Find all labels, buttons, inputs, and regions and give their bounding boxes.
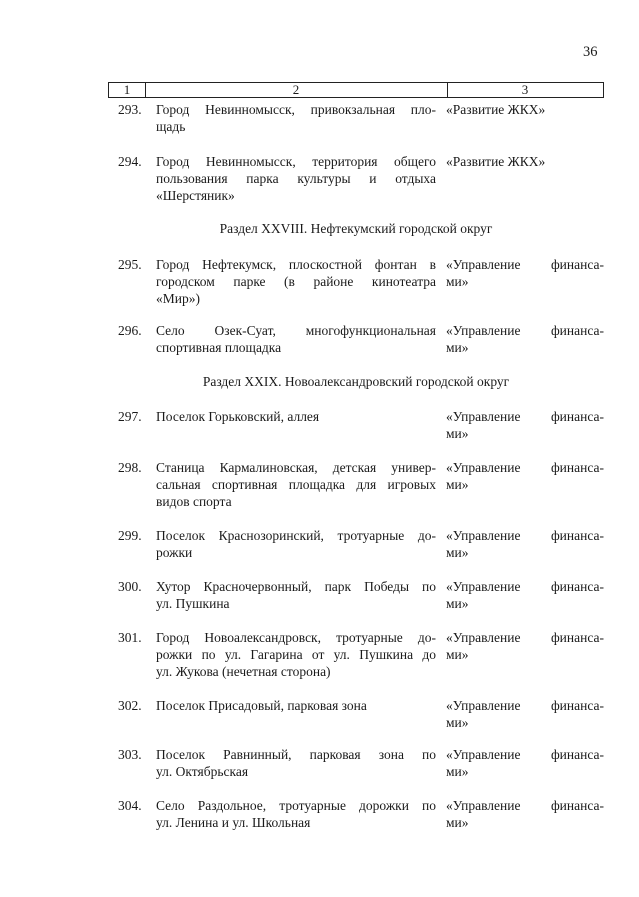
description-line: сальная спортивная площадка для игровых: [156, 477, 436, 492]
table-header-row: [108, 82, 604, 98]
row-number: 302.: [118, 698, 142, 713]
row-program: [446, 101, 604, 118]
program-line: «Управление финанса-: [446, 257, 604, 272]
row-program: [446, 256, 604, 290]
program-line: «Управление финанса-: [446, 323, 604, 338]
description-line: ул. Октябрьская: [156, 764, 249, 779]
description-line: Город Невинномысск, территория общего: [156, 154, 436, 169]
description-line: видов спорта: [156, 494, 232, 509]
program-line: «Управление финанса-: [446, 579, 604, 594]
section-title: Раздел XXIX. Новоалександровский городской округ: [202, 374, 510, 389]
description-line: ул. Ленина и ул. Школьная: [156, 815, 311, 830]
row-program: [446, 527, 604, 561]
program-line: «Развитие ЖКХ»: [446, 102, 546, 117]
description-line: Город Невинномысск, привокзальная пло-: [156, 102, 436, 117]
row-program: [446, 629, 604, 663]
description-line: пользования парка культуры и отдыха: [156, 171, 436, 186]
program-line: ми»: [446, 715, 469, 730]
program-line: ми»: [446, 545, 469, 560]
row-number: 295.: [118, 257, 142, 272]
description-line: «Мир»): [156, 291, 200, 306]
row-program: [446, 797, 604, 831]
row-description: [156, 101, 436, 135]
row-description: [156, 322, 436, 356]
row-description: [156, 746, 436, 780]
description-line: рожки: [156, 545, 193, 560]
row-program: [446, 578, 604, 612]
description-line: Город Нефтекумск, плоскостной фонтан в: [156, 257, 436, 272]
description-line: городском парке (в районе кинотеатра: [156, 274, 436, 289]
description-line: Село Раздольное, тротуарные дорожки по: [156, 798, 436, 813]
row-number: 297.: [118, 409, 142, 424]
row-description: [156, 153, 436, 204]
description-line: ул. Жукова (нечетная сторона): [156, 664, 331, 679]
program-line: «Управление финанса-: [446, 409, 604, 424]
program-line: «Развитие ЖКХ»: [446, 154, 546, 169]
row-number: 299.: [118, 528, 142, 543]
row-description: [156, 578, 436, 612]
description-line: Поселок Присадовый, парковая зона: [156, 698, 367, 713]
program-line: «Управление финанса-: [446, 528, 604, 543]
program-line: «Управление финанса-: [446, 798, 604, 813]
program-line: ми»: [446, 647, 469, 662]
description-line: Поселок Равнинный, парковая зона по: [156, 747, 436, 762]
description-line: «Шерстяник»: [156, 188, 235, 203]
column-header-2: 2: [145, 83, 448, 97]
row-description: [156, 527, 436, 561]
program-line: «Управление финанса-: [446, 698, 604, 713]
description-line: Поселок Горьковский, аллея: [156, 409, 320, 424]
program-line: «Управление финанса-: [446, 460, 604, 475]
program-line: ми»: [446, 274, 469, 289]
row-number: 301.: [118, 630, 142, 645]
row-description: [156, 629, 436, 680]
row-number: 298.: [118, 460, 142, 475]
program-line: ми»: [446, 764, 469, 779]
description-line: рожки по ул. Гагарина от ул. Пушкина до: [156, 647, 436, 662]
description-line: Хутор Красночервонный, парк Победы по: [156, 579, 436, 594]
page-number: 36: [583, 44, 598, 60]
row-description: [156, 459, 436, 510]
description-line: Село Озек-Суат, многофункциональная: [156, 323, 436, 338]
row-number: 300.: [118, 579, 142, 594]
column-header-3: 3: [521, 82, 529, 97]
description-line: Город Новоалександровск, тротуарные до-: [156, 630, 436, 645]
row-number: 294.: [118, 154, 142, 169]
description-line: щадь: [156, 119, 186, 134]
program-line: ми»: [446, 815, 469, 830]
program-line: ми»: [446, 477, 469, 492]
description-line: спортивная площадка: [156, 340, 282, 355]
program-line: «Управление финанса-: [446, 747, 604, 762]
row-description: [156, 697, 436, 714]
program-line: ми»: [446, 340, 469, 355]
row-number: 304.: [118, 798, 142, 813]
description-line: Станица Кармалиновская, детская универ-: [156, 460, 436, 475]
row-program: [446, 697, 604, 731]
section-title: Раздел XXVIII. Нефтекумский городской округ: [219, 221, 493, 236]
row-program: [446, 408, 604, 442]
row-program: [446, 746, 604, 780]
program-line: ми»: [446, 426, 469, 441]
row-number: 293.: [118, 102, 142, 117]
description-line: Поселок Краснозоринский, тротуарные до-: [156, 528, 436, 543]
column-header-1: 1: [109, 83, 146, 97]
description-line: ул. Пушкина: [156, 596, 230, 611]
program-line: «Управление финанса-: [446, 630, 604, 645]
row-description: [156, 256, 436, 307]
row-program: [446, 153, 604, 170]
row-number: 303.: [118, 747, 142, 762]
row-number: 296.: [118, 323, 142, 338]
row-description: [156, 797, 436, 831]
row-program: [446, 459, 604, 493]
row-program: [446, 322, 604, 356]
row-description: [156, 408, 436, 425]
program-line: ми»: [446, 596, 469, 611]
